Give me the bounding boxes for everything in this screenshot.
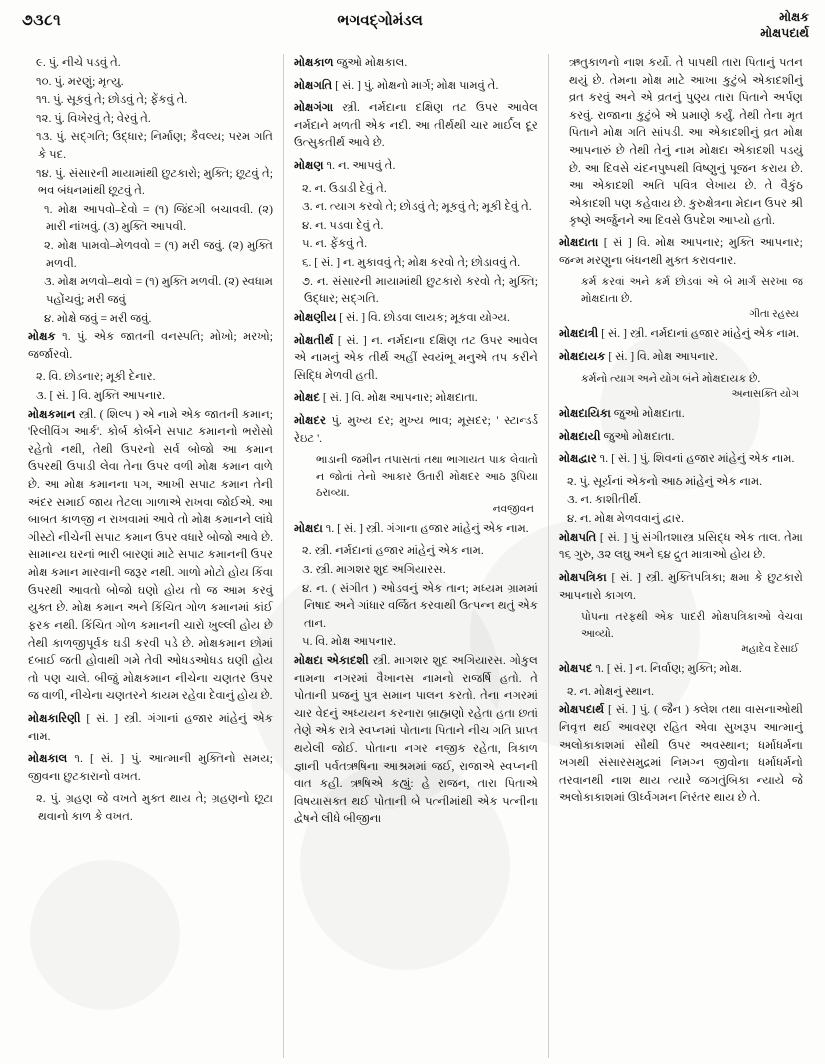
entry-definition: સ્ત્રી. માગશર શુદ અગિયારસ. ગોકુલ નામના નગરમાં વૈખાનસ નામનો રાજર્ષિ હતો. તે પોતાની પ્રજનું પુત્ર સમાન પાલન કરતો. તેના નગરમાં ચાર વેદનું અધ્યયન કરનારા બ્રાહ્મણો રહેતા હતા છતાં તેણે એક રાત્રે સ્વપ્નમાં પોતાના પિતાને નીચ ગતિ પ્રાપ્ત થયેલી જોઈ. પોતાના નગર નજીક રહેતા, ત્રિકાળ જ્ઞાની પર્વતઋષિના આશ્રમમાં જઈ, રાજાએ સ્વપ્નની વાત કહી. ઋષિએ કહ્યું: હે રાજન, તારા પિતાએ વિષયાસક્ત થઈ પોતાની બે પત્નીમાંથી એક પત્નીના દ્વેષને લીધે બીજીના [293, 653, 538, 826]
entry-sense: ૩. સ્ત્રી. માગશર શુદ અગિયારસ. [301, 562, 446, 576]
entry-headword: મોક્ષપદાર્થ [558, 703, 605, 717]
entry-sense: ૨. પું. ગ્રહણ જે વખતે મુક્ત થાય તે; ગ્રહણનો છૂટા થવાનો કાળ કે વખત. [36, 792, 273, 823]
entry-subsense: ૩. મોક્ષ મળવો–થવો = (૧) મુક્તિ મળવી. (૨) સ્વધામ પહોંચવું; મરી જવું [44, 275, 273, 306]
entry-sense: ૧૩. પું. સદ્ગતિ; ઉદ્ધાર; નિર્માણ; કૈવલ્ય; પરમ ગતિ કે પદ. [36, 130, 273, 162]
entry-definition: ૧. [ સં. ] પું. શિવનાં હજાર માંહેનું એક નામ. [596, 452, 795, 466]
quotation-source: ગીતા રહસ્ય [749, 309, 799, 321]
entry-sense: ૨. સ્ત્રી. નર્મદાનાં હજાર માંહેનું એક નામ. [301, 544, 484, 558]
entry-definition: [ સં. ] સ્ત્રી. મુક્તિપત્રિકા; ક્ષમા કે છુટકારો આપનારો કાગળ. [558, 570, 803, 602]
dictionary-entry [28, 710, 273, 745]
entry-definition: [ સં. ] વિ. મોક્ષ આપનાર. [605, 349, 718, 363]
entry-definition: [ સં. ] ન. નર્મદાના દક્ષિણ તટ ઉપર આવેલ એ નામનું એક તીર્થ અહીં સ્વયંભૂ મનુએ તપ કરીને સિદ્ધિ મેળવી હતી. [293, 333, 538, 382]
entry-definition: [ સં. ] પું. મોક્ષનો માર્ગ; મોક્ષ પામવું તે. [332, 78, 499, 92]
dictionary-entry [294, 332, 538, 385]
entry-sense: ૧૪. પું. સંસારની માયામાંથી છુટકારો; મુક્તિ; છૂટવું તે; ભવ બંધનમાંથી છૂટવું તે. [36, 166, 273, 198]
dictionary-entry [28, 328, 273, 363]
entry-headword: મોક્ષદાતા [558, 236, 599, 250]
dictionary-entry [294, 389, 538, 407]
entry-sense: ૩. [ સં. ] વિ. મુક્તિ આપનાર. [36, 388, 166, 402]
entry-definition: ૧. [ સં. ] સ્ત્રી. ગંગાના હજાર માંહેનું એક નામ. [322, 521, 529, 535]
entry-definition: સ્ત્રી. નર્મદાના દક્ષિણ તટ ઉપર આવેલ નર્મદાને મળતી એક નદી. આ તીર્થથી ચાર માર્ઈલ દૂર ઉત્સુકતીર્થ આવે છે. [293, 101, 538, 150]
book-title: ભગવદ્ગોમંડલ [337, 13, 423, 29]
entry-sense: ૨. ન. ઉડાડી દેવું તે. [301, 181, 387, 195]
entry-subsense: ૨. મોક્ષ પામવો–મેળવવો = (૧) મરી જવું. (૨) મુક્તિ મળવી. [44, 239, 273, 270]
entry-sense: ૨. વિ. છોડનાર; મૂકી દેનાર. [36, 370, 156, 384]
dictionary-entry [559, 428, 803, 446]
entry-headword: મોક્ષદ્વાર [558, 452, 597, 466]
entry-headword: મોક્ષગતિ [293, 78, 333, 92]
entry-headword: મોક્ષદાયક [558, 349, 606, 363]
usage-quotation: કર્મનો ત્યાગ અને યોગ બંને મોક્ષદાયક છે. [580, 372, 761, 385]
dictionary-entry [294, 652, 538, 828]
entry-headword: મોક્ષદાત્રી [558, 327, 599, 341]
entry-definition: સ્ત્રી. ( શિલ્પ ) એ નામે એક જાતની કમાન; 'રિલીવિંગ આર્ક'. કોર્બ કોર્બને સપાટ કમાનનો ભરોસો રહેતો નથી, તેથી ઉપરનો સર્વ બોજો આ કમાન ઉપરથી ઉપાડી લેવા તેના ઉપર વળી મોક્ષ કમાન વાળે છે. આ મોક્ષ કમાનના પગ, આખી સપાટ કમાન તેની અંદર સમાઈ જાય તેટલા ગાળાએ રાખવા જોઈએ. આ બાબત કાળજી ન રાખવામાં આવે તો મોક્ષ કમાનને લાંધે ગીસ્ટો નીચેની સપાટ કમાન ઉપર વધારે બોજો આવે છે. સામાન્ય ઘરનાં ભારી બારણાં માટે સપાટ કમાનની ઉપર મોક્ષ કમાન મારવાની જરૂર નથી. ગાળો મોટો હોય કિંવા ઉપરથી આવતો બોજો ઘણો હોય તો જ આમ કરવું યુક્ત છે. મોક્ષ કમાન અને કિંચિત ગોળ કમાનમાં કાંઈ ફરક નથી. કિંચિત ગોળ કમાનની ચારો ખુલ્લી હોય છે તેથી કાળજીપૂર્વક ઘડી કરવી પડે છે. મોક્ષકમાન છોમાં દબાઈ જતી હોવાથી ગમે તેવી ઓધડઓધડ ઘણી હોય તો પણ ચાલે. બીજું મોક્ષકમાન નીચેના ચણતર ઉપર જ વાળી, નીચેના ચણતરને કાયમ રહેવા દેવાનું હોય છે. [28, 407, 273, 703]
dictionary-entry [559, 348, 803, 366]
entry-sense: ૬. [ સં. ] ન. મુકાવવું તે; મોક્ષ કરવો તે; છોડાવવું તે. [301, 256, 521, 270]
entry-definition: પું. મુખ્ય દર; મુખ્ય ભાવ; મૂસદર; ' સ્ટાન્ડર્ડ રેઇટ '. [293, 413, 538, 445]
entry-headword: મોક્ષદા એકાદશી [293, 653, 369, 667]
dictionary-entry [294, 99, 538, 152]
entry-headword: મોક્ષપત્રિકા [558, 570, 607, 584]
entry-headword: મોક્ષકાળ [293, 56, 334, 69]
entry-definition: ૧. પું. એક જાતની વનસ્પતિ; મોખો; મરખો; જર્જારવો. [28, 330, 273, 361]
entry-headword: મોક્ષક [28, 330, 56, 344]
entry-headword: મોક્ષદર [293, 413, 326, 427]
dictionary-entry [559, 405, 803, 423]
entry-sense: ૧૨. પું. વિખેરવું તે; વેરવું તે. [36, 111, 151, 125]
dictionary-entry [294, 412, 538, 447]
entry-sense: ૩. ન. કાશીતીર્થ. [566, 493, 641, 507]
entry-definition: જુઓ મોક્ષદાતા. [610, 407, 685, 421]
dictionary-entry [559, 569, 803, 604]
quotation-source: મહાદેવ દેસાઈ [741, 644, 799, 656]
entry-headword: મોક્ષદાયિકા [558, 407, 611, 421]
entry-sense: ૨. પું. સૂર્યનાં એકનો આઠ માંહેનું એક નામ. [566, 474, 763, 488]
entry-headword: મોક્ષગંગા [293, 101, 334, 115]
column-1 [18, 54, 283, 1058]
entry-subsense: ૧. મોક્ષ આપવો–દેવો = (૧) જિંદગી બચાવવી. (૨) મારી નાંખવું. (૩) મુક્તિ આપવી. [44, 202, 273, 234]
dictionary-entry [559, 450, 803, 468]
running-head-last-entry: મોક્ષપદાર્થ [760, 25, 809, 40]
entry-definition: ૧. [ સં. ] પું. આત્માની મુક્તિનો સમય; જીવના છુટકારાનો વખત. [28, 752, 273, 783]
page-header [0, 0, 825, 54]
entry-headword: મોક્ષદ [293, 391, 320, 405]
dictionary-entry [559, 529, 803, 564]
entry-headword: મોક્ષપદ [558, 662, 593, 676]
usage-quotation: કર્મ કરવાં અને કર્મ છોડવાં એ બે માર્ગ સરખા જ મોક્ષદાતા છે. [580, 276, 803, 305]
usage-quotation: પોપના તરફથી એક પાદરી મોક્ષપત્રિકાઓ વેચવા આવ્યો. [580, 611, 803, 640]
entry-continuation: ઋતુકાળનો નાશ કર્યો. તે પાપથી તારા પિતાનું પતન થયું છે. તેમના મોક્ષ માટે આખા કુટુંબે એકાદશીનું વ્રત કરવું અને એ વ્રતનું પુણ્ય તારા પિતાને અર્પણ કરવું. રાજાના કુટુંબે એ પ્રમાણે કર્યું. તેથી તેના મૃત પિતાને મોક્ષ ગતિ સાંપડી. આ એકાદશીનું વ્રત મોક્ષ આપનારું છે તેથી તેનું નામ મોક્ષદા એકાદશી પડયું છે. આ દિવસે ચંદનપુષ્પથી વિષ્ણુનું પૂજન કરાય છે. આ એકાદશી અતિ પવિત્ર લેખાય છે. તે વૈકુંઠ એકાદશી પણ કહેવાય છે. કુરુક્ષેત્રના મેદાન ઉપર શ્રી કૃષ્ણે અર્જુનને આ દિવસે ઉપદેશ આપ્યો હતો. [568, 56, 803, 228]
entry-sense: ૩. ન. ત્યાગ કરવો તે; છોડવું તે; મૂકવું તે; મૂકી દેવું તે. [301, 200, 532, 214]
entry-sense: ૨. ન. મોક્ષનું સ્થાન. [566, 684, 655, 698]
entry-sense: ૯. પું. નીચે પડવું તે. [36, 56, 121, 69]
dictionary-entry [294, 309, 538, 327]
dictionary-entry [294, 77, 538, 95]
entry-sense: ૭. ન. સંસારની માયામાંથી છુટકારો કરવો તે; મુક્તિ; ઉદ્ધાર; સદ્ગતિ. [301, 274, 538, 306]
entry-sense: ૫. વિ. મોક્ષ આપનાર. [301, 635, 397, 649]
quotation-source: અનાસક્તિ યોગ [731, 389, 799, 401]
entry-sense: ૪. ન. પડવા દેવું તે. [301, 218, 384, 232]
entry-headword: મોક્ષણ [293, 159, 324, 173]
entry-definition: જુઓ મોક્ષદાતા. [600, 429, 675, 443]
entry-definition: [ સં. ] સ્ત્રી. ગંગાનાં હજાર માંહેનું એક નામ. [28, 711, 273, 743]
entry-sense: ૪. ન. મોક્ષ મેળવવાનું દ્વાર. [566, 512, 684, 526]
entry-headword: મોક્ષતીર્થ [293, 333, 334, 347]
entry-definition: જુઓ મોક્ષકાલ. [333, 56, 408, 69]
entry-headword: મોક્ષદાયી [558, 429, 601, 443]
entry-definition: [ સં. ] વિ. મોક્ષ આપનાર; મોક્ષદાતા. [319, 391, 478, 405]
entry-headword: મોક્ષપતિ [558, 530, 597, 544]
entry-headword: મોક્ષકમાન [28, 407, 76, 421]
dictionary-entry [294, 520, 538, 538]
entry-headword: મોક્ષકારિણી [28, 711, 81, 725]
entry-subsense: ૪. મોક્ષે જવું = મરી જવું. [44, 311, 152, 325]
entry-definition: [ સં. ] સ્ત્રી. નર્મદાનાં હજાર માંહેનું એક નામ. [598, 327, 800, 341]
entry-definition: [ સં. ] વિ. છોડવા લાયક; મૂકવા યોગ્ય. [336, 310, 510, 324]
dictionary-entry [559, 701, 803, 807]
running-head [699, 10, 809, 41]
quotation-source: નવજીવન [492, 503, 534, 515]
entry-headword: મોક્ષદા [293, 521, 323, 535]
dictionary-entry [28, 750, 273, 785]
entry-headword: મોક્ષકાલ [28, 752, 68, 766]
entry-sense: ૧૧. પું. સૂકવું તે; છોડવું તે; ફેંકવું તે. [36, 93, 188, 107]
entry-definition: [ સં. ] પું. ( જૈન ) ક્લેશ તથા વાસનાઓથી નિવૃત્ત થઈ આવરણ રહિત એવા સુખરૂપ આત્માનું અલોકાકાશમાં સૌથી ઉપર અવસ્થાન; ધર્માધર્મના ખગથી સંસારસમુદ્રમાં નિમગ્ન જીવોના ધર્માધર્મનો તરવાનથી નાશ થાય ત્યારે જગતુંબિકા ન્યાયે જે અલોકાકાશમાં ઊર્ધ્વગમન નિરંતર થાય છે તે. [558, 703, 803, 805]
entry-definition: [ સં ] વિ. મોક્ષ આપનાર; મુક્તિ આપનાર; જન્મ મરણુના બંધનથી મુક્ત કરાવનાર. [558, 236, 803, 267]
entry-sense: ૫. ન. ફેંકવું તે. [301, 237, 367, 251]
text-columns [0, 54, 825, 1058]
dictionary-entry [294, 54, 538, 72]
dictionary-entry [28, 406, 273, 705]
column-3 [548, 54, 813, 1058]
dictionary-entry [294, 157, 538, 175]
column-2 [283, 54, 548, 1058]
dictionary-entry [559, 660, 803, 678]
running-head-first-entry: મોક્ષક [779, 10, 809, 24]
entry-sense: ૪. ન. ( સંગીત ) ઓડવનું એક તાન; મધ્યમ ગ્રામમાં નિષાદ અને ગાંધાર વર્જિત કરવાથી ઉત્પન્ન થતું એક તાન. [301, 581, 538, 630]
entry-definition: ૧. ન. આપવું તે. [323, 159, 396, 173]
folio-number: ૭૩૮૧ [22, 12, 62, 29]
usage-quotation: ભાડાની જમીન તપાસતાં તથા ભાગાયત પાક લેવાતો ન જોતાં તેનો આકાર ઉતારી મોક્ષદર આઠ રૂપિયા ઠરાવ્યા. [315, 454, 538, 500]
entry-definition: ૧. [ સં. ] ન. નિર્વાણ; મુક્તિ; મોક્ષ. [592, 662, 742, 676]
dictionary-entry [559, 234, 803, 269]
dictionary-entry [559, 325, 803, 343]
entry-headword: મોક્ષણીય [293, 310, 337, 324]
entry-sense: ૧૦. પું. મરણું; મૃત્યુ. [36, 74, 124, 88]
entry-definition: [ સં. ] પું સંગીતશાસ્ત્ર પ્રસિદ્ધ એક તાલ. તેમા ૧૬ ગુરુ, ૩૨ લઘુ અને ૬૪ દ્રુત માત્રાઓ હોય છે. [558, 530, 803, 562]
